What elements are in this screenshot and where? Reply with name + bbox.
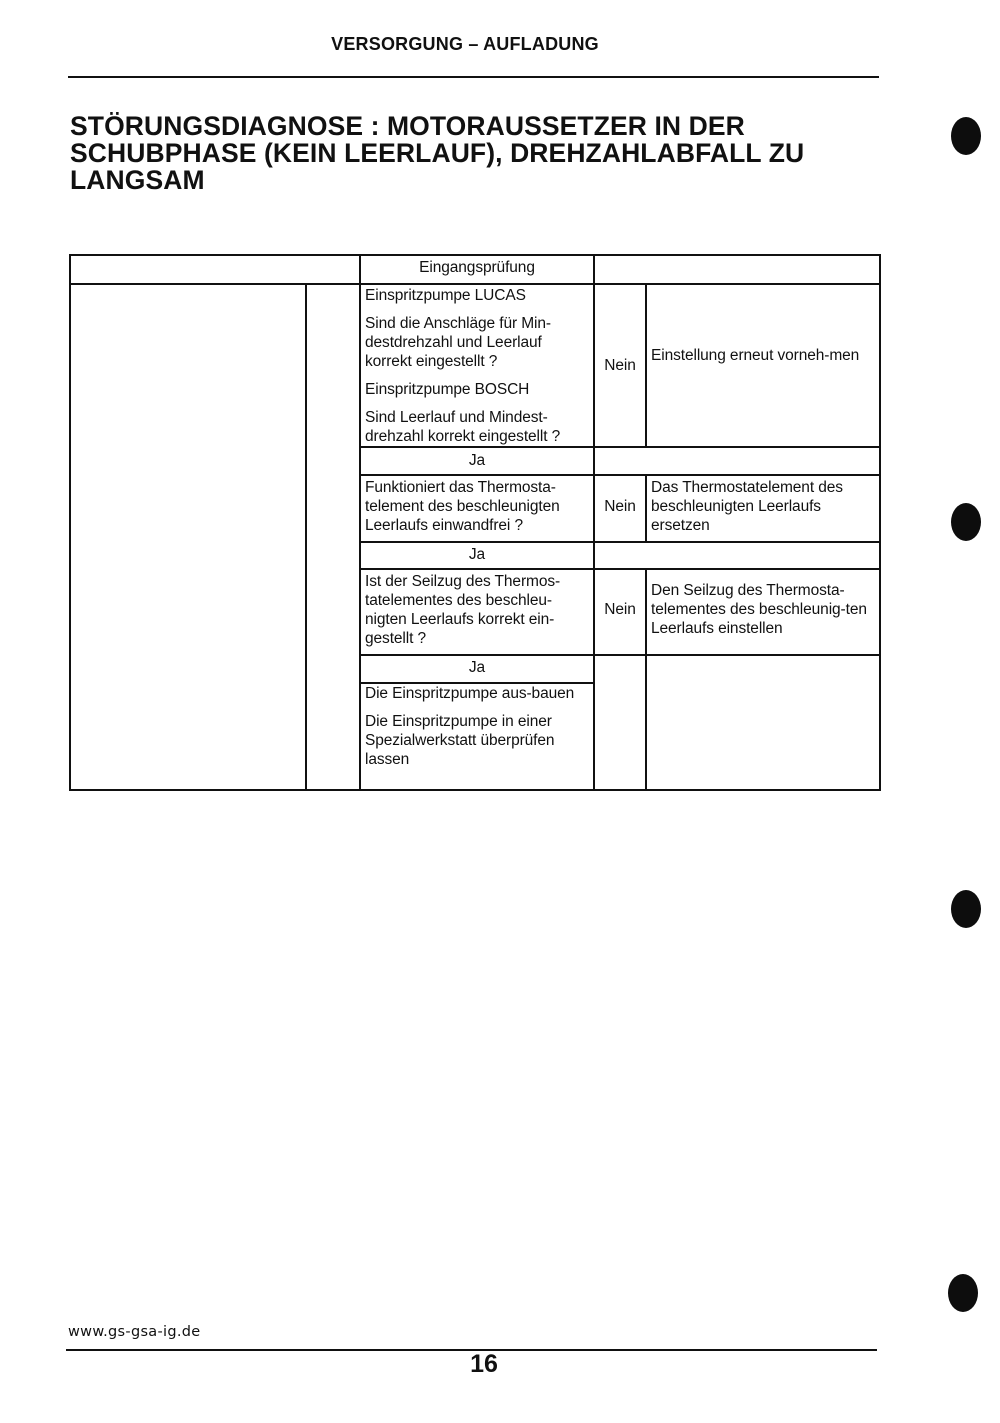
yes2-label: Ja: [468, 546, 486, 563]
footer-url: www.gs-gsa-ig.de: [68, 1324, 201, 1340]
step1-no-label: Nein: [604, 357, 636, 374]
page-number: 16: [470, 1350, 498, 1378]
binder-hole: [951, 890, 981, 928]
step3-action-text: Den Seilzug des Thermosta-telementes des beschleunig-ten Leerlaufs einstellen: [651, 582, 867, 637]
step1-line: Einspritzpumpe LUCAS: [365, 287, 526, 304]
yes1-right-box: [593, 446, 881, 476]
yes1-label: Ja: [468, 452, 486, 469]
right-header-box: [593, 254, 881, 285]
step1-action-text: Einstellung erneut vorneh-men: [651, 347, 860, 364]
header-rule: [68, 76, 879, 78]
section-header: VERSORGUNG – AUFLADUNG: [331, 34, 599, 54]
step1-line: Sind die Anschläge für Min-destdrehzahl und Leerlauf korrekt eingestellt ?: [365, 315, 551, 370]
final-action-text: [359, 684, 595, 769]
step2-question-text: Funktioniert das Thermosta-telement des beschleunigten Leerlaufs einwandfrei ?: [365, 479, 560, 534]
step2-no-label: Nein: [604, 498, 636, 515]
yes2-right-box: [593, 541, 881, 570]
step1-question-text: [359, 286, 595, 446]
final-line: Die Einspritzpumpe aus-bauen: [365, 685, 575, 702]
final-line: Die Einspritzpumpe in einer Spezialwerkstatt überprüfen lassen: [365, 713, 555, 768]
diagnosis-flowchart: [69, 254, 881, 791]
binder-hole: [951, 503, 981, 541]
left-header-box: [69, 254, 361, 285]
binder-hole: [951, 117, 981, 155]
binder-hole: [948, 1274, 978, 1312]
step2-action-text: Das Thermostatelement des beschleunigten Leerlaufs ersetzen: [651, 479, 843, 534]
page-title: STÖRUNGSDIAGNOSE : MOTORAUSSETZER IN DER SCHUBPHASE (KEIN LEERLAUF), DREHZAHLABFALL ZU LANGSAM: [70, 111, 805, 195]
entry-check-label: Eingangsprüfung: [419, 259, 535, 276]
final-right-box: [645, 654, 881, 791]
step3-no-label: Nein: [604, 601, 636, 618]
left-inner-box: [305, 283, 361, 791]
step1-line: Einspritzpumpe BOSCH: [365, 381, 530, 398]
step1-line: Sind Leerlauf und Mindest-drehzahl korrekt eingestellt ?: [365, 409, 561, 445]
yes3-label: Ja: [468, 659, 486, 676]
step3-question-text: Ist der Seilzug des Thermos-tatelementes des beschleu-nigten Leerlaufs korrekt ein-gestellt ?: [365, 573, 561, 647]
final-middle-box: [593, 654, 647, 791]
step1-action-box: [645, 283, 881, 448]
